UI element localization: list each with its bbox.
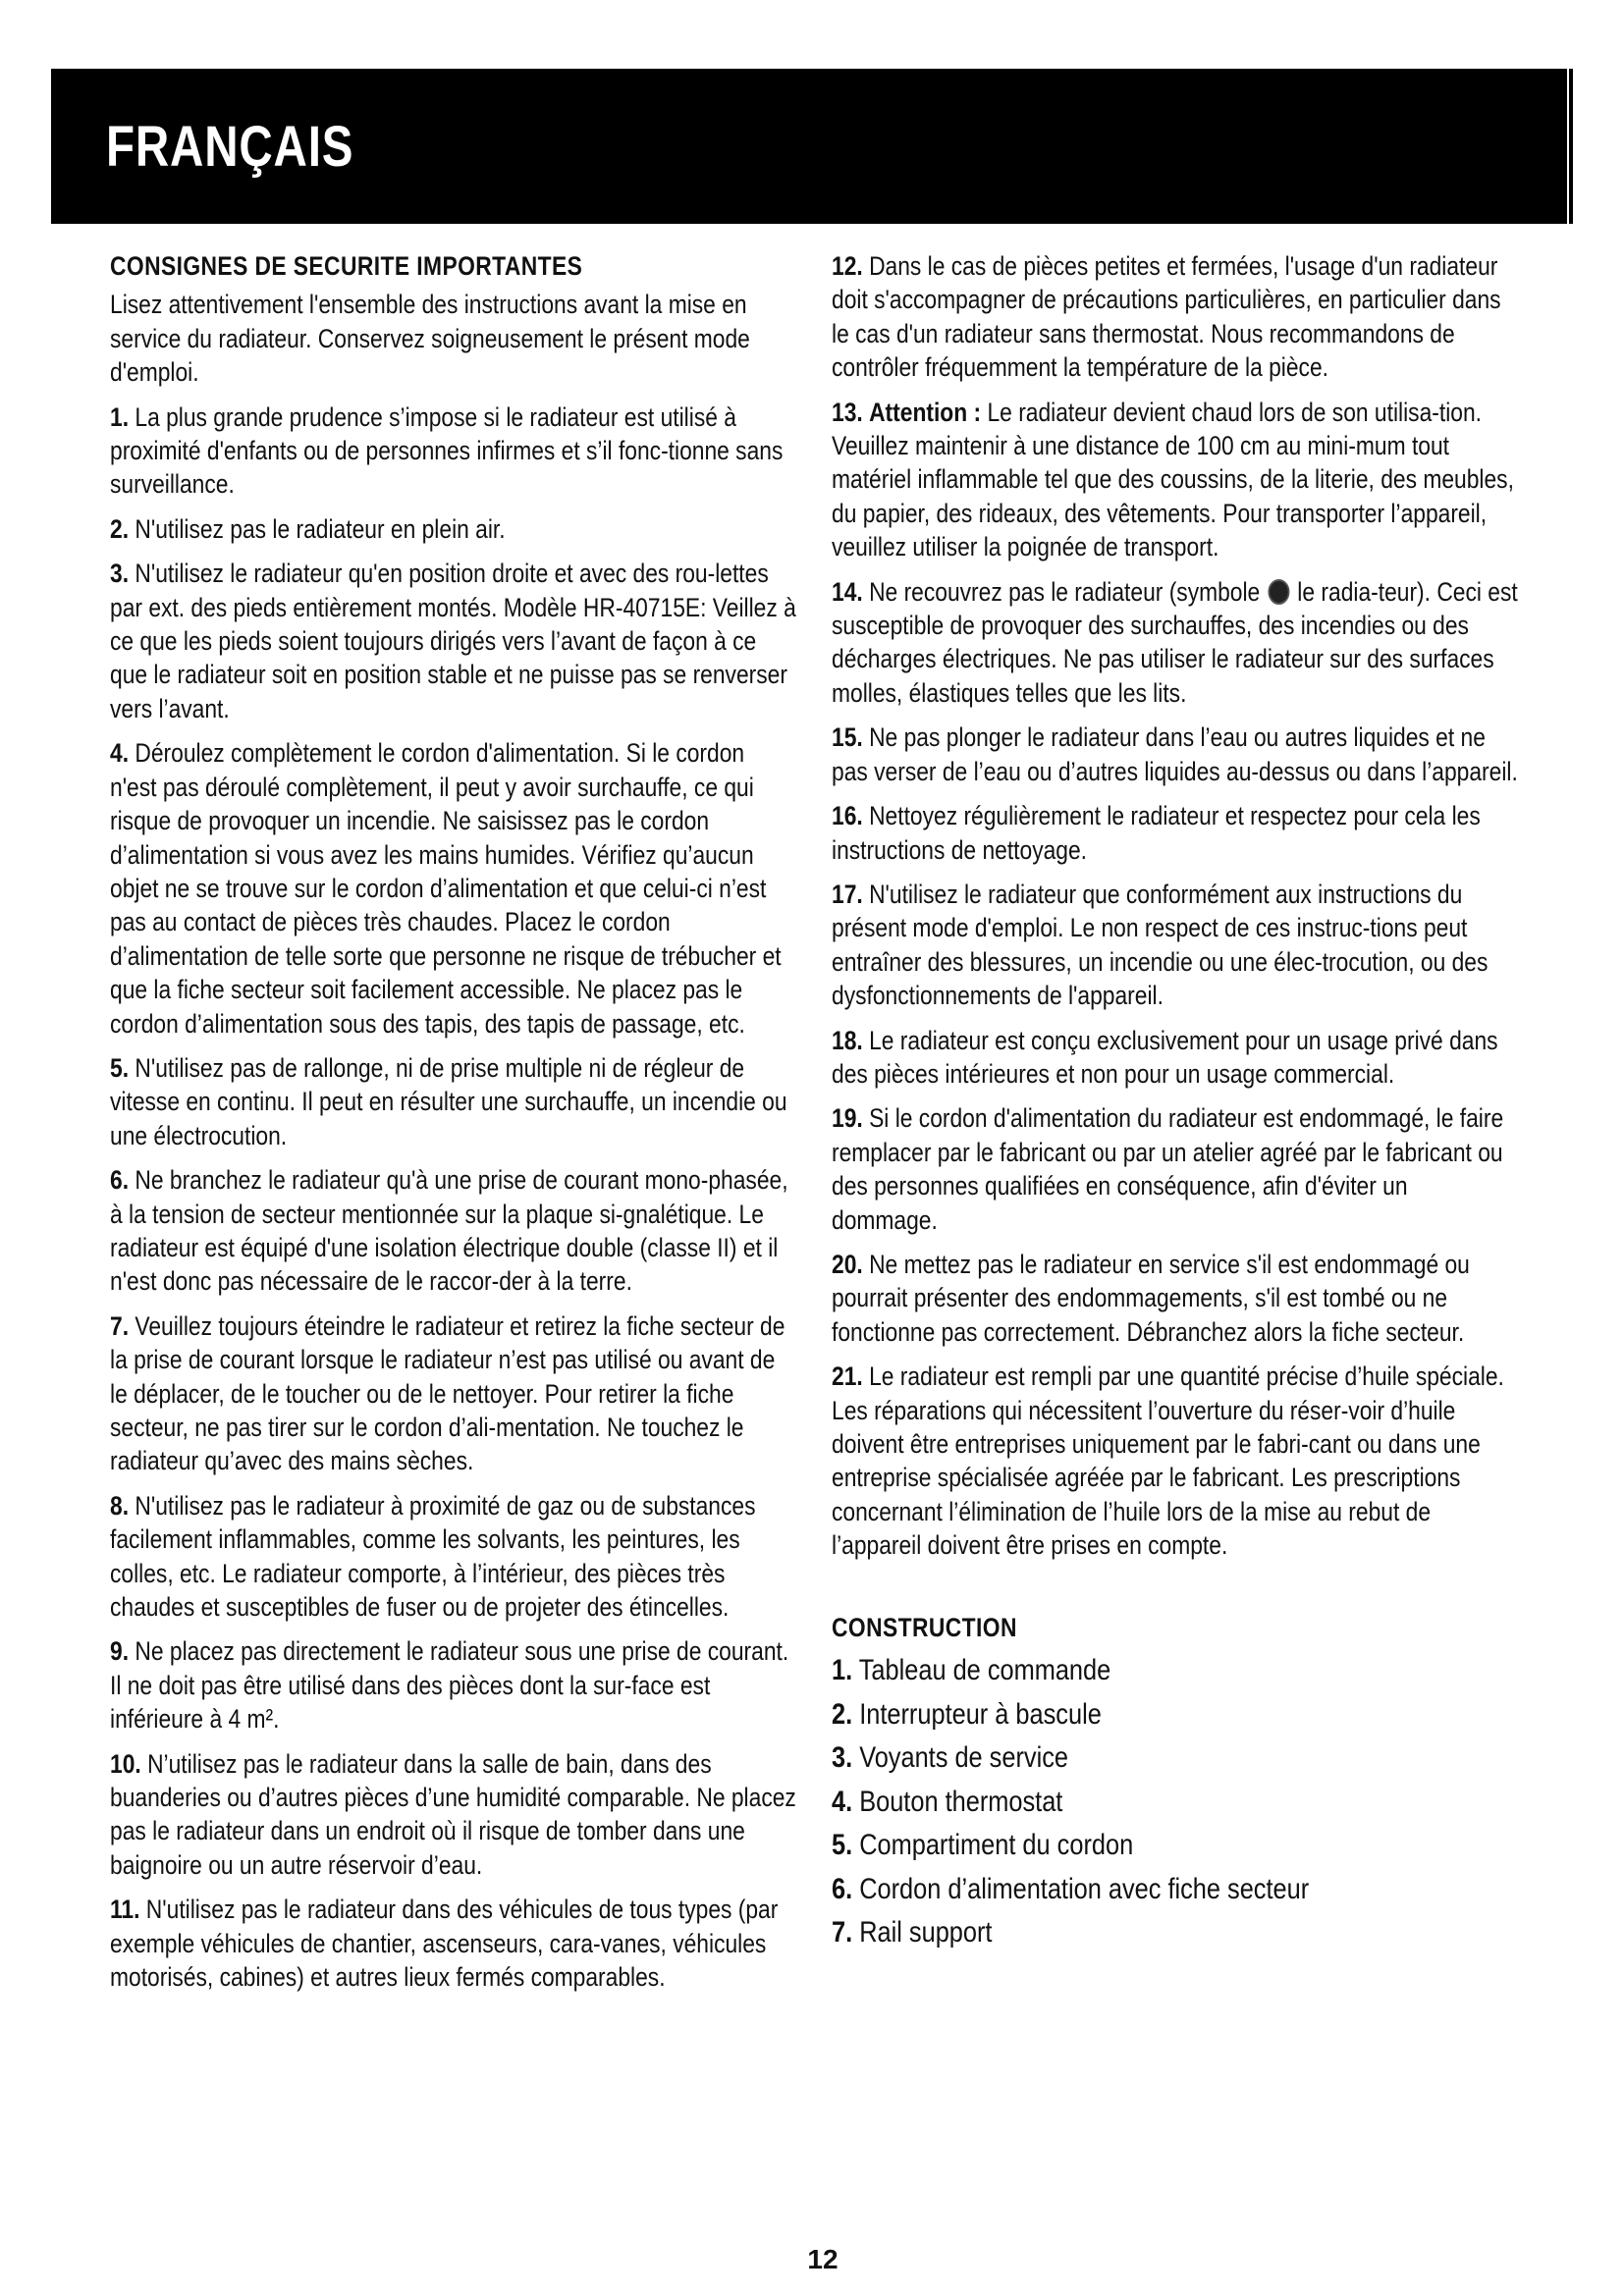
item-number: 5. (110, 1052, 130, 1083)
item-text: Le radiateur est rempli par une quantité précise d’huile spéciale. Les réparations qui nécessitent l’ouverture du réser-voir d’huile doivent être entreprises uniquement par le fabri-cant ou dans une entreprise spécialisée agréée par le fabricant. Les prescriptions concernant l’élimination de l’huile lors de la mise au rebut de l’appareil doivent être prises en compte. (832, 1362, 1504, 1561)
item-number: 9. (110, 1636, 130, 1667)
item-number: 6. (832, 1872, 853, 1905)
safety-item-8 (110, 1489, 797, 1625)
right-column (832, 249, 1519, 1955)
safety-item-16 (832, 799, 1519, 867)
item-text: le radia-teur). Ceci est susceptible de provoquer des surchauffes, des incendies ou des décharges électriques. Ne pas utiliser le radiateur sur des surfaces molles, élastiques telles que les lits. (832, 576, 1518, 708)
item-number: 1. (110, 401, 130, 432)
item-text: N'utilisez le radiateur que conformément aux instructions du présent mode d'emploi. Le non respect de ces instruc-tions peut entraîner des blessures, un incendie ou une élec-trocution, ou des dysfonctionnements de l'appareil. (832, 879, 1489, 1011)
item-text: Ne placez pas directement le radiateur sous une prise de courant. Il ne doit pas être utilisé dans des pièces dont la sur-face est inférieure à 4 m². (110, 1636, 789, 1735)
safety-item-9 (110, 1634, 797, 1735)
construction-item-2 (832, 1693, 1519, 1737)
safety-item-7 (110, 1309, 797, 1478)
item-number: 3. (832, 1741, 853, 1775)
banner-edge-rule (1569, 69, 1573, 224)
item-number: 8. (110, 1490, 130, 1521)
item-text: Tableau de commande (858, 1654, 1111, 1687)
safety-item-19 (832, 1101, 1519, 1237)
safety-intro: Lisez attentivement l'ensemble des instructions avant la mise en service du radiateur. Conservez soigneusement le présent mode d'emploi. (110, 290, 750, 388)
item-text: Le radiateur est conçu exclusivement pour un usage privé dans des pièces intérieures et non pour un usage commercial. (832, 1025, 1498, 1089)
item-number: 10. (110, 1748, 141, 1779)
section-spacer (832, 1574, 1519, 1611)
header-banner (51, 69, 1567, 224)
item-number: 16. (832, 801, 863, 831)
item-text: N'utilisez pas le radiateur à proximité de gaz ou de substances facilement inflammables, comme les solvants, les peintures, les colles, etc. Le radiateur comporte, à l’intérieur, des pièces très chaudes et susceptibles de fuser ou de projeter des étincelles. (110, 1490, 756, 1623)
construction-item-3 (832, 1736, 1519, 1781)
safety-item-12 (832, 249, 1519, 385)
item-number: 20. (832, 1249, 863, 1279)
item-text: Déroulez complètement le cordon d'alimentation. Si le cordon n'est pas déroulé complètement, il peut y avoir surchauffe, ce qui risque de provoquer un incendie. Ne saisissez pas le cordon d’alimentation si vous avez les mains humides. Vérifiez qu’aucun objet ne se trouve sur le cordon d’alimentation et que celui-ci n’est pas au contact de pièces très chaudes. Placez le cordon d’alimentation de telle sorte que personne ne risque de trébucher et que la fiche secteur soit facilement accessible. Ne placez pas le cordon d’alimentation sous des tapis, des tapis de passage, etc. (110, 738, 782, 1039)
item-text: Bouton thermostat (859, 1785, 1063, 1818)
safety-item-11 (110, 1893, 797, 1994)
safety-item-2 (110, 512, 797, 546)
item-text: Rail support (859, 1916, 993, 1949)
safety-item-17 (832, 878, 1519, 1013)
item-text: Voyants de service (859, 1741, 1068, 1775)
safety-item-20 (832, 1248, 1519, 1349)
item-text: Nettoyez régulièrement le radiateur et respectez pour cela les instructions de nettoyage. (832, 801, 1481, 865)
safety-item-10 (110, 1747, 797, 1883)
item-number: 14. (832, 576, 863, 607)
item-text: La plus grande prudence s’impose si le radiateur est utilisé à proximité d'enfants ou de personnes infirmes et s’il fonc-tionne sans surveillance. (110, 401, 784, 500)
item-text: Ne recouvrez pas le radiateur (symbole (869, 576, 1261, 607)
safety-item-3 (110, 557, 797, 725)
item-text: Interrupteur à bascule (859, 1697, 1102, 1731)
left-column (110, 249, 797, 2005)
item-number: 2. (110, 513, 130, 544)
construction-item-7 (832, 1911, 1519, 1955)
item-text: Veuillez toujours éteindre le radiateur et retirez la fiche secteur de la prise de courant lorsque le radiateur n’est pas utilisé ou avant de le déplacer, de le toucher ou de le nettoyer. Pour retirer la fiche secteur, ne pas tirer sur le cordon d’ali-mentation. Ne touchez le radiateur qu’avec des mains sèches. (110, 1310, 785, 1476)
item-number: 11. (110, 1895, 140, 1925)
safety-item-15 (832, 721, 1519, 788)
item-number: 5. (832, 1829, 853, 1862)
construction-item-5 (832, 1824, 1519, 1868)
page-number: 12 (807, 2244, 839, 2274)
item-text: Ne mettez pas le radiateur en service s'il est endommagé ou pourrait présenter des endommagements, s'il est tombé ou ne fonctionne pas correctement. Débranchez alors la fiche secteur. (832, 1249, 1470, 1347)
item-number: 13. (832, 397, 863, 427)
item-number: 7. (832, 1916, 853, 1949)
item-number: 18. (832, 1025, 863, 1055)
item-text: Dans le cas de pièces petites et fermées, l'usage d'un radiateur doit s'accompagner de précautions particulières, en particulier dans le cas d'un radiateur sans thermostat. Nous recommandons de contrôler fréquemment la température de la pièce. (832, 251, 1501, 383)
item-text: Le radiateur devient chaud lors de son utilisa-tion. Veuillez maintenir à une distance de 100 cm au mini-mum tout matériel inflammable tel que des coussins, de la literie, des meubles, du papier, des rideaux, des vêtements. Pour transporter l’appareil, veuillez utiliser la poignée de transport. (832, 397, 1514, 562)
item-number: 12. (832, 251, 863, 281)
item-number: 2. (832, 1697, 853, 1731)
item-text: Ne branchez le radiateur qu'à une prise de courant mono-phasée, à la tension de secteur mentionnée sur la plaque si-gnalétique. Le radiateur est équipé d'une isolation électrique double (classe II) et il n'est donc pas nécessaire de le raccor-der à la terre. (110, 1165, 788, 1297)
item-number: 15. (832, 722, 863, 753)
item-number: 6. (110, 1165, 130, 1196)
safety-item-18 (832, 1024, 1519, 1092)
construction-item-4 (832, 1781, 1519, 1825)
construction-item-1 (832, 1649, 1519, 1693)
item-lead: Attention : (869, 397, 982, 427)
item-number: 1. (832, 1654, 853, 1687)
safety-item-4 (110, 736, 797, 1041)
item-number: 21. (832, 1362, 863, 1392)
item-number: 7. (110, 1310, 130, 1341)
safety-item-13 (832, 396, 1519, 564)
safety-heading: CONSIGNES DE SECURITE IMPORTANTES (110, 251, 583, 281)
item-number: 19. (832, 1103, 863, 1134)
item-text: N'utilisez le radiateur qu'en position droite et avec des rou-lettes par ext. des pieds entièrement montés. Modèle HR-40715E: Veillez à ce que les pieds soient toujours dirigés vers l’avant de façon à ce que le radiateur soit en position stable et ne puisse pas se renverser vers l’avant. (110, 559, 796, 723)
construction-item-6 (832, 1868, 1519, 1912)
item-text: Compartiment du cordon (859, 1829, 1134, 1862)
item-number: 4. (110, 738, 130, 769)
safety-item-21 (832, 1360, 1519, 1562)
do-not-cover-symbol-icon (1268, 579, 1289, 605)
safety-item-14 (832, 575, 1519, 711)
language-title: FRANÇAIS (106, 115, 354, 179)
item-text: N'utilisez pas le radiateur en plein air. (135, 513, 506, 544)
item-number: 4. (832, 1785, 853, 1818)
item-text: N’utilisez pas le radiateur dans la salle de bain, dans des buanderies ou d’autres pièces d’une humidité comparable. Ne placez pas le radiateur dans un endroit où il risque de tomber dans une baignoire ou un autre réservoir d’eau. (110, 1748, 796, 1880)
safety-item-1 (110, 400, 797, 502)
safety-item-6 (110, 1163, 797, 1299)
construction-heading: CONSTRUCTION (832, 1612, 1017, 1642)
item-text: Ne pas plonger le radiateur dans l’eau ou autres liquides et ne pas verser de l’eau ou d’autres liquides au-dessus ou dans l’appareil. (832, 722, 1518, 786)
item-number: 3. (110, 559, 130, 589)
safety-item-5 (110, 1051, 797, 1152)
item-text: N'utilisez pas de rallonge, ni de prise multiple ni de régleur de vitesse en continu. Il peut en résulter une surchauffe, un incendie ou une électrocution. (110, 1052, 787, 1150)
item-text: Si le cordon d'alimentation du radiateur est endommagé, le faire remplacer par le fabricant ou par un atelier agréé par le fabricant ou des personnes qualifiées en conséquence, afin d'éviter un dommage. (832, 1103, 1504, 1235)
item-text: Cordon d’alimentation avec fiche secteur (859, 1872, 1310, 1905)
item-text: N'utilisez pas le radiateur dans des véhicules de tous types (par exemple véhicules de chantier, ascenseurs, cara-vanes, véhicules motorisés, cabines) et autres lieux fermés comparables. (110, 1895, 779, 1993)
item-number: 17. (832, 879, 863, 909)
